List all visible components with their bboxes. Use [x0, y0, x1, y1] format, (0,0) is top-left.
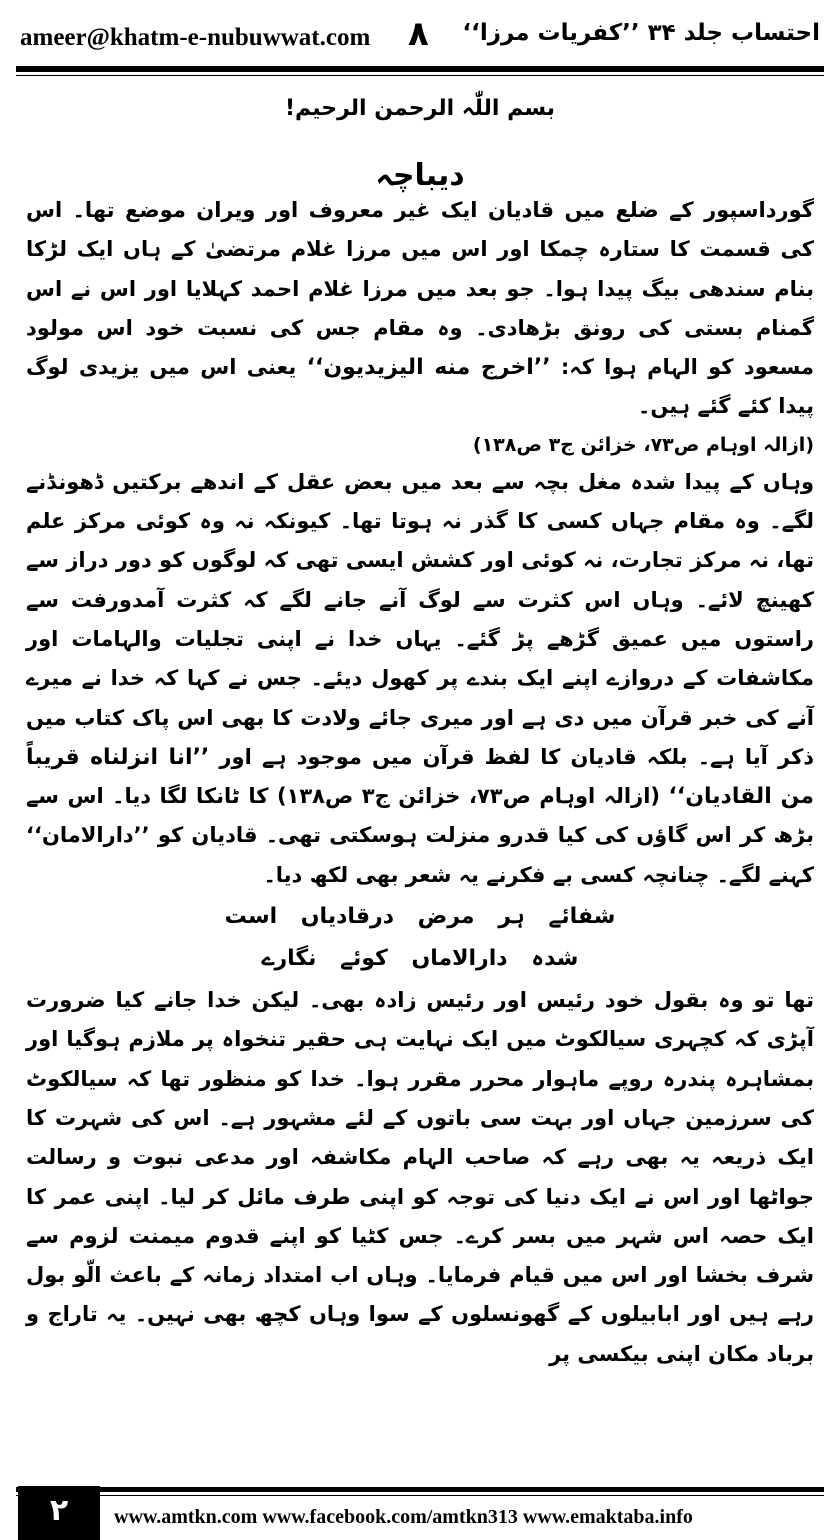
- footer-rule-thick: [16, 1487, 824, 1492]
- paragraph-2-text: وہاں کے پیدا شدہ مغل بچہ سے بعد میں بعض عقل کے اندھے برکتیں ڈھونڈنے لگے۔ وہ مقام جہاں کسی کا گذر نہ ہوتا تھا۔ کیونکہ نہ وہ کوئی مرکز علم تھا، نہ مرکز تجارت، نہ کوئی اور کشش ایسی تھی کہ لوگوں کو دور دراز سے کھینچ لائے۔ وہاں اس کثرت سے لوگ آنے جانے لگے کہ کثرت آمدورفت سے راستوں میں عمیق گڑھے پڑ گئے۔ یہاں خدا نے اپنی تجلیات والہامات اور مکاشفات کے دروازے اپنے ایک بندے پر کھول دیئے۔ جس نے کہا کہ خدا نے میرے آنے کی خبر قرآن میں دی ہے اور میری جائے ولادت کا بھی اس پاک کتاب میں ذکر آیا ہے۔ بلکہ قادیان کا لفظ قرآن میں موجود ہے اور: [26, 469, 814, 769]
- header-rule-thick: [16, 66, 824, 72]
- paragraph-1: [26, 191, 814, 427]
- page-content: [26, 92, 814, 1374]
- arabic-quote-1: ’’اخرج منه الیزیدیون‘‘: [306, 355, 551, 381]
- paragraph-2-end: (ازالہ اوہام ص۷۳، خزائن ج۳ ص۱۳۸) کا ٹانکا لگا دیا۔ اس سے بڑھ کر اس گاؤں کی کیا قدرو منزلت ہوسکتی تھی۔ قادیان کو ’’دارالامان‘‘ کہنے لگے۔ چنانچہ کسی بے فکرنے یہ شعر بھی لکھ دیا۔: [26, 784, 814, 887]
- header-rule-thin: [16, 75, 824, 76]
- paragraph-3: تھا تو وہ بقول خود رئیس اور رئیس زادہ بھی۔ لیکن خدا جانے کیا ضرورت آپڑی کہ کچہری سیالکوٹ میں ایک نہایت ہی حقیر تنخواہ پر ملازم ہوگیا اور بمشاہرہ پندرہ روپے ماہوار محرر مقرر ہوا۔ خدا کو منظور تھا کہ سیالکوٹ کی سرزمین جہاں اور بہت سی باتوں کے لئے مشہور ہے۔ اس کی شہرت کا ایک ذریعہ یہ بھی رہے کہ صاحب الہام مکاشفہ اور مدعی نبوت و رسالت جواٹھا اور اس نے ایک دنیا کی توجہ کو اپنی طرف مائل کر لیا۔ اپنی عمر کا ایک حصہ اس شہر میں بسر کرے۔ جس کٹیا کو اپنے قدوم میمنت لزوم سے شرف بخشا اور اس میں قیام فرمایا۔ وہاں اب امتداد زمانہ کے باعث الّو بول رہے ہیں اور ابابیلوں کے گھونسلوں کے سوا وہاں کچھ بھی نہیں۔ یہ تاراج و برباد مکان اپنی بیکسی پر: [26, 988, 814, 1366]
- arabic-quote-2: ’’انا انزلناه قریباً من القادیان‘‘: [26, 744, 815, 810]
- footer-rule-thin: [16, 1495, 824, 1496]
- header-email: ameer@khatm-e-nubuwwat.com: [20, 24, 371, 51]
- poetry-line-2: شدہ دارالاماں کوئے نگارے: [261, 946, 579, 972]
- header-book-title: احتساب جلد ۳۴ ’’کفریات مرزا‘‘: [462, 20, 820, 46]
- paragraph-1-text: گورداسپور کے ضلع میں قادیان ایک غیر معروف اور ویران موضع تھا۔ اس کی قسمت کا ستارہ چمکا اور اس میں مرزا غلام مرتضیٰ کے ہاں ایک لڑکا بنام سندھی بیگ پیدا ہوا۔ جو بعد میں مرزا غلام احمد کہلایا اور اس نے اس گمنام بستی کی رونق بڑھادی۔ وہ مقام جس کی نسبت خود اس مولود مسعود کو الہام ہوا کہ:: [26, 198, 814, 380]
- poetry-line-1: شفائے ہر مرض درقادیاں است: [224, 904, 616, 930]
- bismillah: بسم اللّٰہ الرحمن الرحیم!: [284, 96, 556, 121]
- header-page-number: ۸: [408, 14, 429, 54]
- footer-page-number: ۲: [18, 1486, 100, 1540]
- paragraph-1-end: یعنی اس میں یزیدی لوگ پیدا کئے گئے ہیں۔: [26, 355, 814, 419]
- page-header: [16, 14, 824, 64]
- footer-links: www.amtkn.com www.facebook.com/amtkn313 www.emaktaba.info: [114, 1506, 693, 1528]
- reference-1: (ازالہ اوہام ص۷۳، خزائن ج۳ ص۱۳۸): [472, 433, 814, 456]
- section-heading: دیباچہ: [375, 158, 465, 193]
- paragraph-2: [26, 463, 814, 895]
